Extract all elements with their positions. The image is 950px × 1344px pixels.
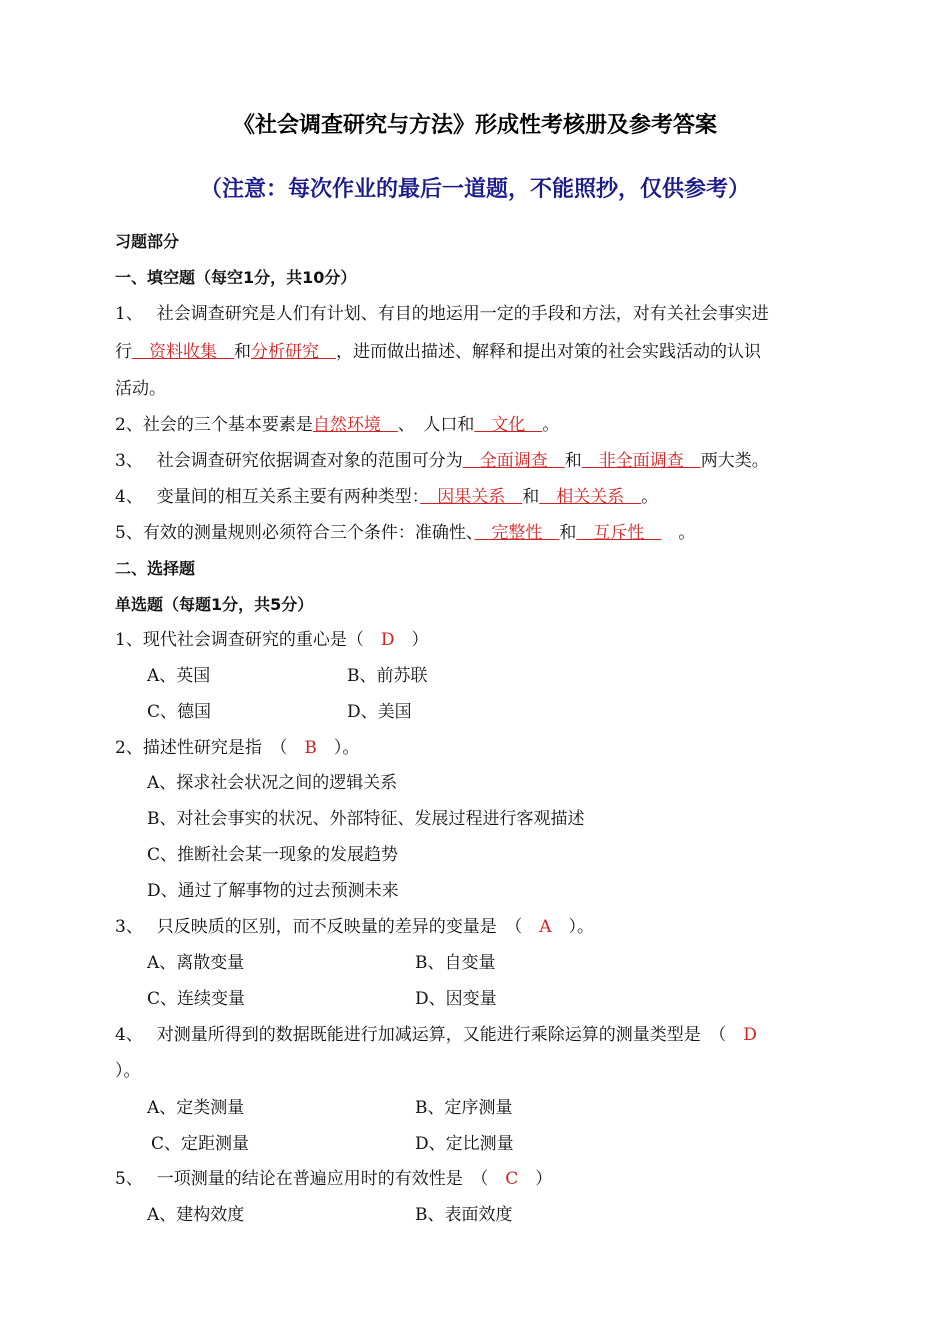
choice-q5-option-a: A、建构效度 (147, 1205, 245, 1225)
document-title: 《社会调查研究与方法》形成性考核册及参考答案 (232, 113, 717, 138)
choice-q1-stem (115, 628, 428, 652)
answer: C (488, 1169, 536, 1189)
fill-q4 (115, 485, 658, 509)
answer: 文化 (474, 415, 543, 435)
text: 1、现代社会调查研究的重心是（ (115, 630, 364, 650)
choice-q4-option-b: B、定序测量 (415, 1098, 513, 1118)
text: 和 (564, 451, 582, 471)
fill-q5 (115, 521, 695, 545)
fill-q1-line2 (115, 340, 761, 364)
text: 4、 变量间的相互关系主要有两种类型： (115, 487, 421, 507)
choice-q4-stem (115, 1023, 757, 1047)
text: 5、 一项测量的结论在普遍应用时的有效性是 （ (115, 1169, 489, 1189)
text: 3、 只反映质的区别，而不反映量的差异的变量是 （ (115, 917, 523, 937)
choice-q2-stem (115, 736, 359, 760)
choice-q2-option-d: D、通过了解事物的过去预测未来 (147, 881, 399, 901)
choice-q1-option-c: C、德国 (147, 702, 212, 722)
choice-q2-option-c: C、推断社会某一现象的发展趋势 (147, 845, 399, 865)
text: ）。 (333, 738, 360, 758)
text: 2、描述性研究是指 （ (115, 738, 288, 758)
choice-q2-option-a: A、探求社会状况之间的逻辑关系 (147, 773, 398, 793)
text: 和 (234, 342, 251, 362)
choice-q1-option-a: A、英国 (147, 666, 211, 686)
notice-line: （注意：每次作业的最后一道题，不能照抄，仅供参考） (199, 177, 750, 202)
text: ）。 (568, 917, 594, 937)
text: 。 (641, 487, 659, 507)
answer: 非全面调查 (581, 451, 701, 471)
choice-q3-option-b: B、自变量 (415, 953, 496, 973)
choice-q1-option-d: D、美国 (347, 702, 412, 722)
choice-q3-option-d: D、因变量 (415, 989, 497, 1009)
text: 。 (661, 523, 696, 543)
text: 5、有效的测量规则必须符合三个条件：准确性、 (115, 523, 475, 543)
text: ，进而做出描述、解释和提出对策的社会实践活动的认识 (336, 342, 761, 362)
answer: 完整性 (474, 523, 560, 543)
answer: 自然环境 (312, 415, 398, 435)
text: 、 人口和 (397, 415, 475, 435)
text: 和 (522, 487, 540, 507)
answer: D (363, 630, 412, 650)
answer: B (287, 738, 334, 758)
choice-q3-option-c: C、连续变量 (147, 989, 246, 1009)
answer: 资料收集 (132, 342, 234, 362)
section-exercises: 习题部分 (115, 232, 180, 251)
answer: D (726, 1025, 757, 1045)
fill-q1-line3: 活动。 (115, 379, 166, 399)
answer: 全面调查 (462, 451, 565, 471)
answer: 相关关系 (539, 487, 642, 507)
text: 。 (542, 415, 560, 435)
choice-q3-option-a: A、离散变量 (147, 953, 245, 973)
fill-q2 (115, 413, 559, 437)
choice-q4-option-a: A、定类测量 (147, 1098, 245, 1118)
choice-q5-stem (115, 1167, 552, 1191)
text: 两大类。 (700, 451, 769, 471)
answer: A (522, 917, 569, 937)
section-choice: 二、选择题 (115, 559, 196, 578)
answer: 互斥性 (576, 523, 662, 543)
choice-q1-option-b: B、前苏联 (347, 666, 428, 686)
choice-q3-stem (115, 915, 594, 939)
choice-q2-option-b: B、对社会事实的状况、外部特征、发展过程进行客观描述 (147, 809, 585, 829)
fill-q1-line1: 1、 社会调查研究是人们有计划、有目的地运用一定的手段和方法，对有关社会事实进 (115, 304, 769, 324)
choice-q5-option-b: B、表面效度 (415, 1205, 513, 1225)
text: 2、社会的三个基本要素是 (115, 415, 313, 435)
text: ） (411, 630, 429, 650)
section-fill-in: 一、填空题（每空1分，共10分） (115, 268, 357, 287)
text: 4、 对测量所得到的数据既能进行加减运算，又能进行乘除运算的测量类型是 （ (115, 1025, 727, 1045)
choice-q4-stem-end: ）。 (115, 1061, 141, 1081)
answer: 分析研究 (251, 342, 336, 362)
answer: 因果关系 (420, 487, 523, 507)
choice-q4-option-d: D、定比测量 (415, 1134, 514, 1154)
text: ） (535, 1169, 553, 1189)
text: 行 (115, 342, 132, 362)
fill-q3 (115, 449, 769, 473)
choice-q4-option-c: C、定距测量 (151, 1134, 250, 1154)
text: 和 (559, 523, 577, 543)
text: 3、 社会调查研究依据调查对象的范围可分为 (115, 451, 463, 471)
section-single-choice: 单选题（每题1分，共5分） (115, 595, 314, 614)
